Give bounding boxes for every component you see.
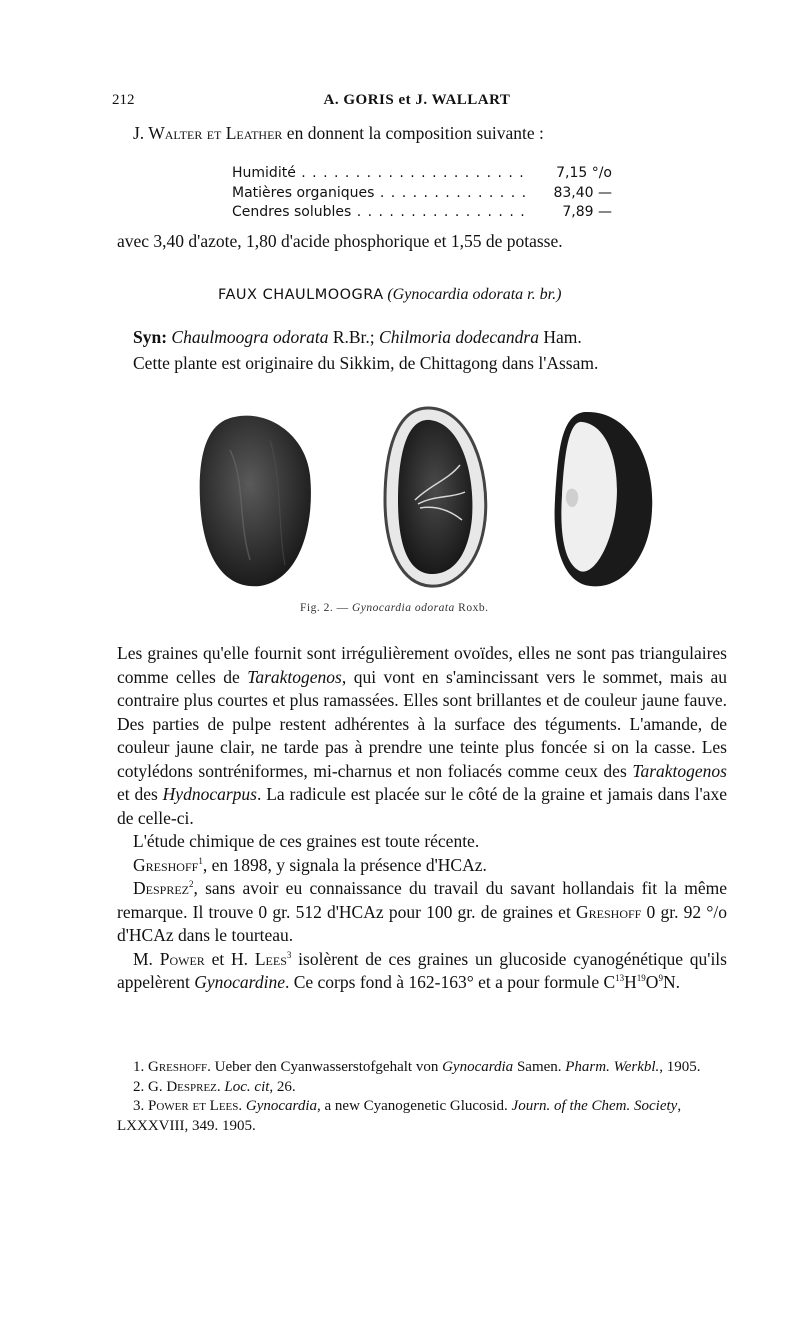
section-seed-image <box>555 412 653 586</box>
paragraph <box>117 642 727 830</box>
section-heading <box>218 286 561 304</box>
text-run: Les graines qu'elle fournit sont irrégulièrement ovoïdes, elles ne sont pas triangulaires comme celles de <box>117 643 727 687</box>
footnote <box>117 1058 737 1078</box>
author-name: Power <box>159 948 205 969</box>
italic-run: Loc. cit <box>224 1078 270 1095</box>
figure-caption <box>300 602 488 614</box>
text-run: . La radicule est placée sur le côté de la graine et jamais dans l'axe de celle-ci. <box>117 784 727 828</box>
text-run: . <box>216 1078 225 1095</box>
figure-author: Roxb. <box>454 602 489 614</box>
author-name: Desprez <box>133 878 189 898</box>
italic-run: Gynocardine <box>194 972 285 992</box>
main-text <box>117 642 727 995</box>
text-run: , LXXXVIII, 349. 1905. <box>117 1098 682 1134</box>
footnote <box>117 1078 737 1098</box>
footnote-ref: 3 <box>286 949 292 960</box>
composition-value: 83,40 — <box>553 184 612 201</box>
synonyms-label: Syn: <box>133 327 168 347</box>
composition-row <box>232 164 612 184</box>
italic-run: Taraktogenos <box>247 666 342 687</box>
text-run: M. <box>133 948 160 969</box>
composition-label: Humidité . . . <box>232 164 526 184</box>
formula-index: 13 <box>615 973 625 984</box>
italic-run: Hydnocarpus <box>162 784 257 804</box>
intro-text: en donnent la composition suivante : <box>282 123 544 143</box>
text-run: , en 1898, y signala la présence d'HCAz. <box>202 854 487 875</box>
synonyms-line <box>133 326 743 350</box>
synonym-author: Ham. <box>538 327 582 347</box>
section-title: FAUX CHAULMOOGRA <box>218 287 384 303</box>
composition-value: 7,89 — <box>562 204 612 220</box>
author-name: Greshoff <box>133 854 199 875</box>
paragraph: L'étude chimique de ces graines est toute récente. <box>133 831 480 851</box>
origin-line: Cette plante est originaire du Sikkim, de Chittagong dans l'Assam. <box>133 353 599 373</box>
text-run: , 26. <box>269 1078 296 1095</box>
formula-element: O <box>645 972 659 992</box>
italic-run: Taraktogenos <box>632 760 727 781</box>
formula-index: 19 <box>636 973 646 984</box>
author-name: Greshoff <box>576 901 642 922</box>
page-number: 212 <box>112 92 135 108</box>
author-name: Lees <box>254 948 287 969</box>
formula-element: H <box>624 972 637 992</box>
running-title: A. GORIS et J. WALLART <box>323 92 511 108</box>
text-run: Samen. <box>513 1059 566 1075</box>
text-run: , 1905. <box>659 1059 701 1075</box>
figure-label: Fig. 2. — <box>300 602 352 614</box>
running-header <box>112 92 722 114</box>
intro-line <box>133 122 743 146</box>
composition-value: 7,15 °/o <box>556 165 612 181</box>
text-run: , qui vont en s'amincissant vers le sommet, mais au contraire plus courtes et plus ramassées. Elles sont brillantes et de couleur jaune fauve. Des parties de pulpe restent adhérentes à la surface des téguments. L'amande, de couleur jaune clair, ne tarde pas à prendre une teinte plus foncée si on la casse. Les cotylédons sontréniformes, mi-charnus et non foliacés comme ceux des <box>117 666 727 781</box>
synonym-author: R.Br.; <box>328 327 380 347</box>
footnote-number: 1. <box>133 1059 148 1075</box>
paragraph <box>117 877 727 948</box>
seed-figure <box>190 400 660 590</box>
italic-run: Gynocardia <box>442 1059 514 1075</box>
composition-label: Matières organiques . . . <box>232 184 526 204</box>
footnote-author: Greshoff <box>148 1059 208 1075</box>
synonym-name: Chilmoria dodecandra <box>379 327 539 347</box>
text-run: , sans avoir eu connaissance du travail du savant hollandais fit la même remarque. Il trouve 0 gr. 512 d'HCAz pour 100 gr. de graines et <box>117 878 727 922</box>
text-run: , a new Cyanogenetic Glucosid. <box>317 1098 512 1114</box>
formula-element: N. <box>662 972 680 992</box>
italic-run: Gynocardia <box>245 1098 317 1114</box>
footnote-number: 3. <box>133 1098 148 1114</box>
text-run: et des <box>117 784 163 804</box>
paragraph <box>117 854 727 878</box>
composition-row <box>232 203 612 223</box>
split-seed-image <box>385 408 486 586</box>
footnote-ref: 2 <box>188 879 194 890</box>
text-run: . Ueber den Cyanwasserstofgehalt von <box>207 1059 443 1075</box>
text-run: isolèrent de ces graines un glucoside cyanogénétique qu'ils appelèrent <box>117 948 727 992</box>
footnote-author: Power et Lees <box>148 1098 239 1114</box>
synonym-name: Chaulmoogra odorata <box>171 327 329 347</box>
footnote-number: 2. <box>133 1078 148 1095</box>
footnotes <box>117 1058 737 1136</box>
composition-row <box>232 184 612 204</box>
figure-species: Gynocardia odorata <box>351 602 455 614</box>
text-run: . <box>238 1098 246 1114</box>
composition-table <box>232 164 612 223</box>
text-run: 0 gr. 92 °/o d'HCAz dans le tourteau. <box>117 901 727 945</box>
text-run: . Ce corps fond à 162-163° et a pour formule C <box>284 972 616 992</box>
text-run: et H. <box>204 948 255 969</box>
whole-seed-image <box>200 416 311 587</box>
intro-authors: J. Walter et Leather <box>133 123 283 143</box>
paragraph <box>117 948 727 995</box>
footnote-author: G. Desprez <box>148 1078 217 1095</box>
composition-note: avec 3,40 d'azote, 1,80 d'acide phosphorique et 1,55 de potasse. <box>117 231 563 251</box>
footnote <box>117 1097 737 1136</box>
footnote-ref: 1 <box>198 855 203 866</box>
section-latin-name: (Gynocardia odorata r. br.) <box>387 286 562 303</box>
italic-run: Pharm. Werkbl. <box>565 1059 660 1075</box>
italic-run: Journ. of the Chem. Society <box>511 1098 678 1114</box>
composition-label: Cendres solubles . . . <box>232 203 526 223</box>
formula-index: 9 <box>658 973 663 984</box>
